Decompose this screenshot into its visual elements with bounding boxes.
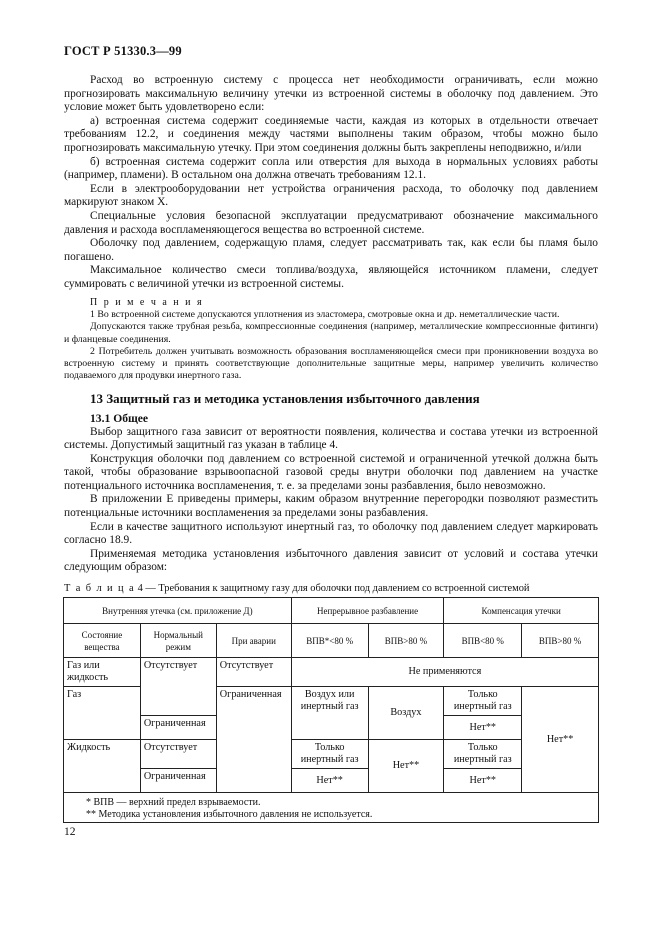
note-1-continued: Допускаются также трубная резьба, компрессионные соединения (например, металлические компрессионные фитинги) и фланцевые соединения. bbox=[64, 321, 598, 345]
cell-no-comp: Нет** bbox=[522, 687, 599, 793]
protective-gas-table bbox=[63, 597, 599, 823]
paragraph: Оболочку под давлением, содержащую пламя, следует рассматривать так, как если бы пламя было погашено. bbox=[64, 237, 598, 263]
cell-failure-absent: Отсутствует bbox=[216, 658, 291, 687]
cell-state-empty bbox=[64, 769, 141, 793]
footnote-2: ** Методика установления избыточного давления не используется. bbox=[86, 808, 373, 820]
header-lel-below-80-dilution: ВПВ*<80 % bbox=[291, 624, 368, 658]
cell-no-liquid-b: Нет** bbox=[444, 769, 522, 793]
header-substance-state: Состояние вещества bbox=[64, 624, 141, 658]
section-13-title: 13 Защитный газ и методика установления избыточного давления bbox=[90, 391, 480, 407]
cell-normal-limited: Ограниченная bbox=[140, 716, 216, 740]
table-caption-text: 4 — Требования к защитному газу для оболочки под давлением со встроенной системой bbox=[137, 583, 530, 594]
header-lel-above-80-comp: ВПВ>80 % bbox=[522, 624, 599, 658]
cell-air-or-inert: Воздух или инертный газ bbox=[291, 687, 368, 740]
cell-state-empty bbox=[64, 716, 141, 740]
cell-state-liquid: Жидкость bbox=[64, 740, 141, 769]
header-normal-mode: Нормальный режим bbox=[140, 624, 216, 658]
header-failure-mode: При аварии bbox=[216, 624, 291, 658]
paragraph: б) встроенная система содержит сопла или отверстия для выхода в нормальных условиях работы (например, пламени). В остальном она должна отвечать требованиям 12.1. bbox=[64, 155, 598, 182]
note-1: 1 Во встроенной системе допускаются уплотнения из эластомера, смотровые окна и др. неметаллические части. bbox=[90, 309, 560, 321]
body-text bbox=[64, 70, 598, 575]
cell-state-gas-or-liquid: Газ или жидкость bbox=[64, 658, 141, 687]
header-lel-below-80-comp: ВПВ<80 % bbox=[444, 624, 522, 658]
paragraph: Максимальное количество смеси топлива/воздуха, являющейся источником пламени, следует суммировать с величиной утечки из встроенной системы. bbox=[64, 264, 598, 290]
cell-air: Воздух bbox=[368, 687, 444, 740]
paragraph: а) встроенная система содержит соединяемые части, каждая из которых в отдельности отвечает требованиям 12.2, и соединения между частями выполнены таким образом, чтобы можно было прогнозировать максимальную утечку. При этом соединения должны быть закреплены неподвижно, и/или bbox=[64, 114, 598, 154]
table-caption-label: Т а б л и ц а bbox=[64, 583, 135, 594]
paragraph: Применяемая методика установления избыточного давления зависит от условий и состава утечки следующим образом: bbox=[64, 547, 598, 574]
cell-no-liquid: Нет** bbox=[368, 740, 444, 793]
cell-failure-limited: Ограниченная bbox=[216, 687, 291, 793]
cell-inert-only: Только инертный газ bbox=[444, 687, 522, 716]
table-caption bbox=[64, 583, 529, 594]
standard-header: ГОСТ Р 51330.3—99 bbox=[64, 44, 182, 58]
header-lel-above-80-dilution: ВПВ>80 % bbox=[368, 624, 444, 658]
paragraph: Если в электрооборудовании нет устройства ограничения расхода, то оболочку под давлением маркируют знаком X. bbox=[64, 182, 598, 209]
cell-normal-absent-liquid: Отсутствует bbox=[140, 740, 216, 769]
table-footnotes bbox=[64, 793, 599, 823]
cell-not-applicable: Не применяются bbox=[291, 658, 598, 687]
cell-no-liquid-a: Нет** bbox=[291, 769, 368, 793]
header-continuous-dilution: Непрерывное разбавление bbox=[291, 598, 444, 624]
cell-no: Нет** bbox=[444, 716, 522, 740]
cell-normal-limited-liquid: Ограниченная bbox=[140, 769, 216, 793]
page-number: 12 bbox=[64, 825, 76, 838]
section-13-1-title: 13.1 Общее bbox=[90, 411, 149, 425]
paragraph: Специальные условия безопасной эксплуатации предусматривают обозначение максимального давления и расхода воспламеняющегося вещества во встроенной системе. bbox=[64, 209, 598, 236]
note-2: 2 Потребитель должен учитывать возможность образования воспламеняющейся смеси при проникновении воздуха во встроенную систему и принять соответствующие дополнительные защитные меры, например увеличить количество подаваемого для продувки инертного газа. bbox=[64, 345, 598, 382]
paragraph: В приложении Е приведены примеры, каким образом внутренние перегородки позволяют разместить потенциальные источники воспламенения за пределами зоны разбавления. bbox=[64, 493, 598, 520]
notes-title: П р и м е ч а н и я bbox=[90, 296, 204, 308]
paragraph: Если в качестве защитного используют инертный газ, то оболочку под давлением следует маркировать согласно 18.9. bbox=[64, 520, 598, 547]
cell-normal-absent: Отсутствует bbox=[140, 658, 216, 716]
paragraph: Конструкция оболочки под давлением со встроенной системой и ограниченной утечкой должна быть такой, чтобы образование взрывоопасной газовой среды внутри оболочки под давлением на участке потенциального источника воспламенения, т. е. за пределами зоны разбавления, было невозможно. bbox=[64, 452, 598, 492]
header-leak-compensation: Компенсация утечки bbox=[444, 598, 599, 624]
paragraph: Выбор защитного газа зависит от вероятности появления, количества и состава утечки из встроенной системы. Допустимый защитный газ указан в таблице 4. bbox=[64, 425, 598, 452]
header-internal-leak: Внутренняя утечка (см. приложение Д) bbox=[64, 598, 292, 624]
paragraph: Расход во встроенную систему с процесса нет необходимости ограничивать, если можно прогнозировать максимальную величину утечки из встроенной системы в оболочку под давлением. Это условие может быть удовлетворено если: bbox=[64, 74, 598, 114]
cell-state-gas: Газ bbox=[64, 687, 141, 716]
footnote-1: * ВПВ — верхний предел взрываемости. bbox=[86, 797, 261, 808]
cell-inert-only-liquid: Только инертный газ bbox=[291, 740, 368, 769]
cell-inert-only-liquid-comp: Только инертный газ bbox=[444, 740, 522, 769]
